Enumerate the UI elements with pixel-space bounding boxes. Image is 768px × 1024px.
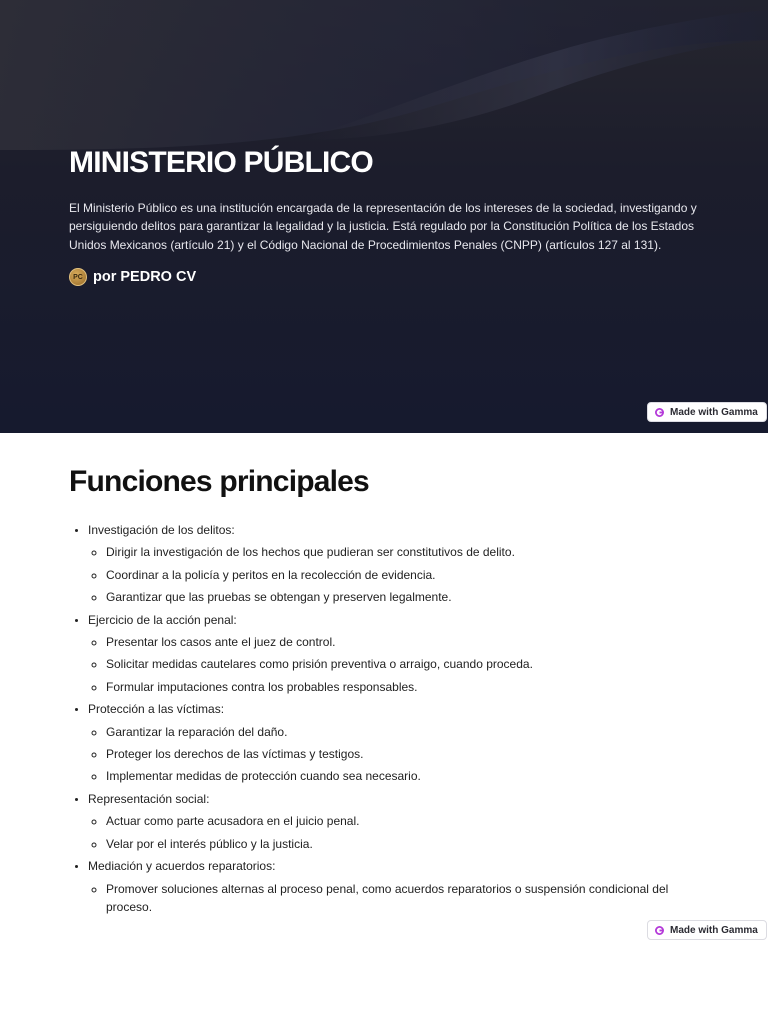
sub-list-item: ◦ Dirigir la investigación de los hechos que pudieran ser constitutivos de delito.: [106, 543, 699, 561]
page-title: MINISTERIO PÚBLICO: [69, 146, 373, 179]
sub-list: [88, 723, 699, 786]
sub-list-item: ◦ Actuar como parte acusadora en el juicio penal.: [106, 812, 699, 830]
sub-list-item: ◦ Velar por el interés público y la justicia.: [106, 835, 699, 853]
sub-list-item: ◦ Garantizar que las pruebas se obtengan y preserven legalmente.: [106, 588, 699, 606]
sub-list-item: ◦ Proteger los derechos de las víctimas y testigos.: [106, 745, 699, 763]
made-with-gamma-badge[interactable]: [647, 920, 767, 940]
gamma-logo-icon: [655, 408, 664, 417]
sub-list-item: ◦ Presentar los casos ante el juez de control.: [106, 633, 699, 651]
list-item-label: Mediación y acuerdos reparatorios:: [88, 859, 276, 874]
author-byline: [69, 268, 699, 286]
list-item: [88, 790, 699, 853]
sub-list-item: ◦ Promover soluciones alternas al proceso penal, como acuerdos reparatorios o suspensión condicional del proceso.: [106, 880, 699, 917]
gamma-logo-icon: [655, 926, 664, 935]
intro-paragraph: El Ministerio Público es una institución encargada de la representación de los intereses de la sociedad, investigando y persiguiendo delitos para garantizar la legalidad y la justicia. Está regulado por la Constitución Política de los Estados Unidos Mexicanos (artículo 21) y el Código Nacional de Procedimientos Penales (CNPP) (artículos 127 al 131).: [69, 201, 697, 252]
list-item: [88, 700, 699, 786]
section-title: Funciones principales: [69, 465, 369, 498]
badge-label: Made with Gamma: [670, 924, 758, 936]
list-item: [88, 857, 699, 916]
sub-list: [88, 543, 699, 606]
sub-list-item: ◦ Garantizar la reparación del daño.: [106, 723, 699, 741]
made-with-gamma-badge[interactable]: [647, 402, 767, 422]
list-item-label: Protección a las víctimas:: [88, 702, 225, 717]
sub-list-item: ◦ Implementar medidas de protección cuando sea necesario.: [106, 767, 699, 785]
functions-section: [69, 458, 699, 920]
list-item-label: Investigación de los delitos:: [88, 523, 235, 537]
list-item: [88, 611, 699, 697]
title-slide: [0, 0, 768, 433]
badge-label: Made with Gamma: [670, 406, 758, 418]
author-name: por PEDRO CV: [93, 269, 197, 286]
functions-list: [69, 521, 699, 916]
sub-list-item: ◦ Solicitar medidas cautelares como prisión preventiva o arraigo, cuando proceda.: [106, 655, 699, 673]
sub-list: [88, 880, 699, 917]
sub-list-item: ◦ Coordinar a la policía y peritos en la recolección de evidencia.: [106, 566, 699, 584]
list-item-label: Representación social:: [88, 791, 210, 806]
list-item-label: Ejercicio de la acción penal:: [88, 612, 237, 627]
sub-list: [88, 812, 699, 853]
avatar: PC: [69, 268, 87, 286]
list-item: [88, 521, 699, 607]
sub-list: [88, 633, 699, 696]
sub-list-item: ◦ Formular imputaciones contra los probables responsables.: [106, 678, 699, 696]
